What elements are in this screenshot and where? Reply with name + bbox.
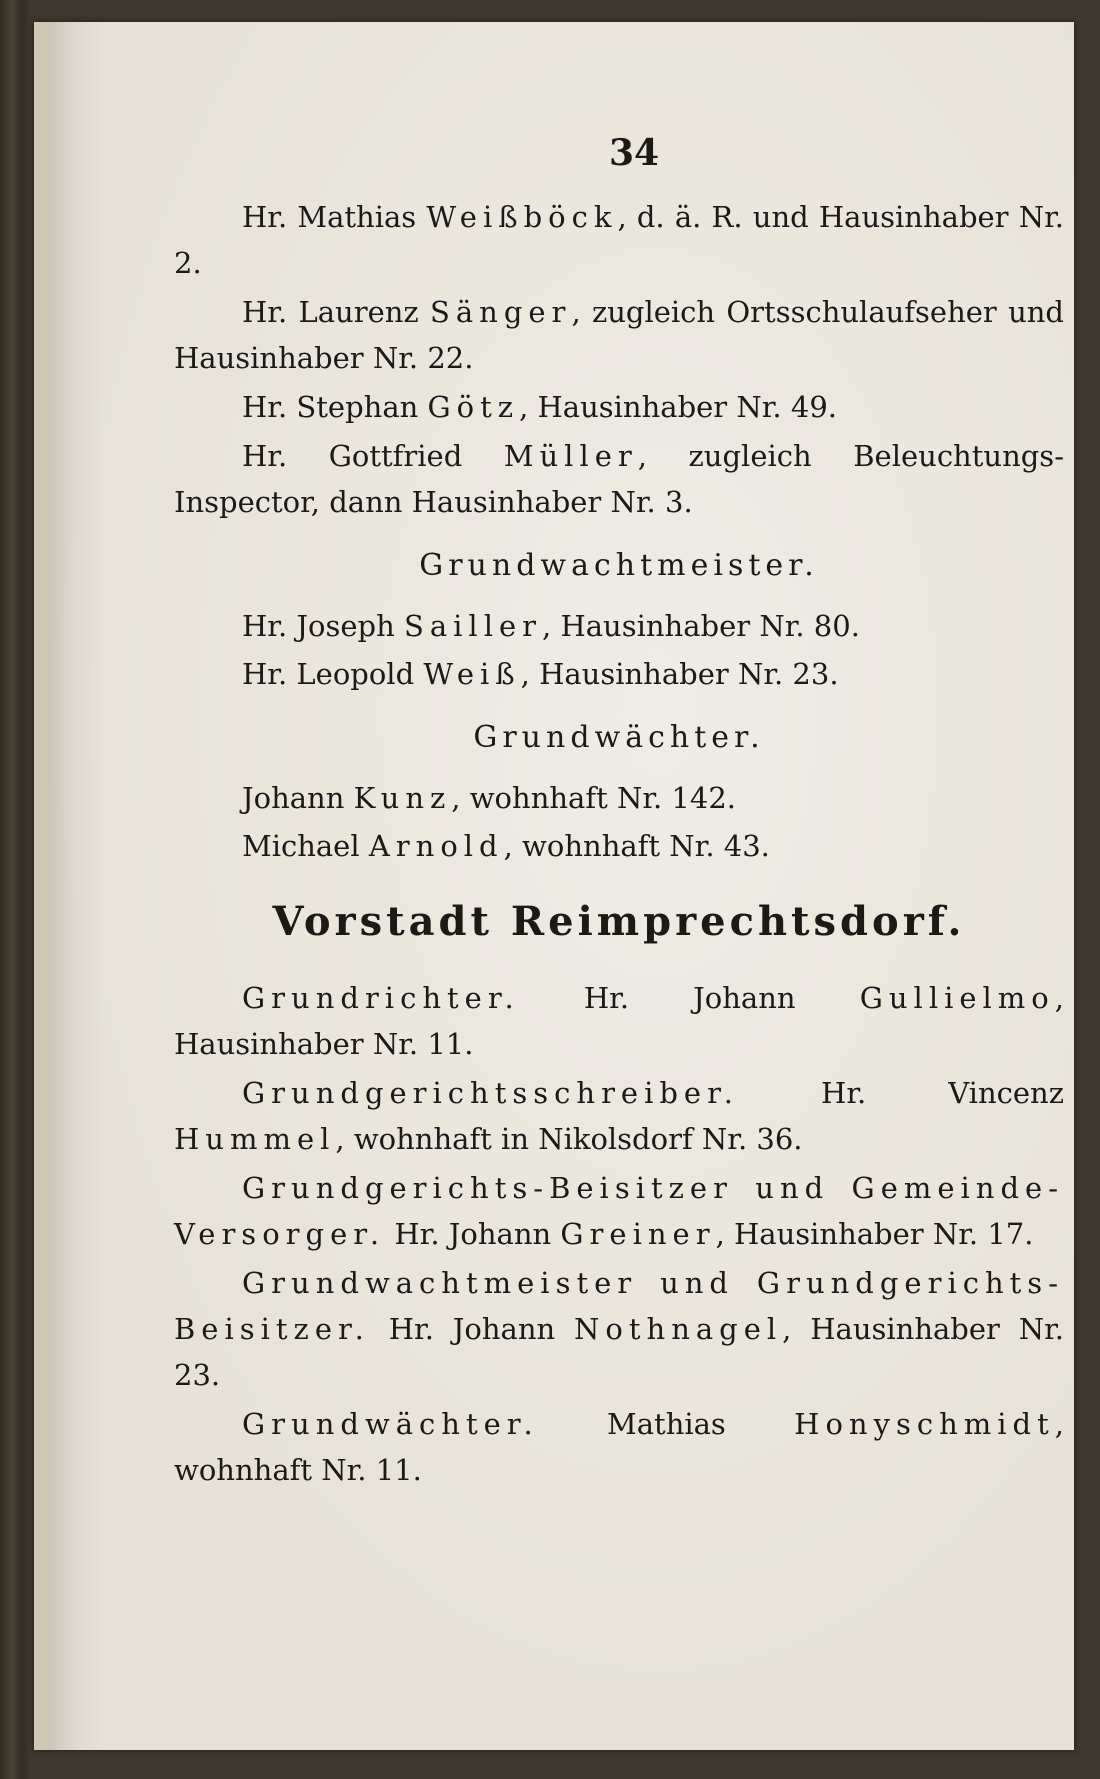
person-name: Müller xyxy=(503,439,638,473)
list-item: Hr. Gottfried Müller, zugleich Beleuchtungs-Inspector, dann Hausinhaber Nr. 3. xyxy=(174,439,1064,519)
page-text xyxy=(174,122,1064,1496)
grundwachtmeister-list xyxy=(174,603,1064,697)
page-number: 34 xyxy=(608,132,660,174)
list-item: Grundwachtmeister und Grundgerichts-Beisitzer. Hr. Johann Nothnagel, Hausinhaber Nr. 23. xyxy=(174,1266,1064,1392)
list-item: Johann Kunz, wohnhaft Nr. 142. xyxy=(242,781,737,815)
role-label: Grundgerichts-Beisitzer und Gemeinde-Versorger. xyxy=(174,1171,1064,1251)
list-item: Grundgerichtsschreiber. Hr. Vincenz Hummel, wohnhaft in Nikolsdorf Nr. 36. xyxy=(174,1076,1064,1156)
entries-top-list xyxy=(174,194,1064,525)
person-name: Kunz xyxy=(353,781,452,815)
person-name: Weißböck xyxy=(426,200,618,234)
heading-grundwachtmeister: Grundwachtmeister. xyxy=(419,548,819,583)
person-name: Nothnagel xyxy=(574,1312,783,1346)
page-gutter xyxy=(34,22,48,1750)
person-name: Greiner xyxy=(560,1217,716,1251)
heading-grundwaechter: Grundwächter. xyxy=(473,720,765,755)
person-name: Honyschmidt xyxy=(794,1407,1055,1441)
person-name: Hummel xyxy=(174,1122,336,1156)
list-item: Hr. Stephan Götz, Hausinhaber Nr. 49. xyxy=(242,390,837,424)
role-label: Grundgerichtsschreiber. xyxy=(242,1076,739,1110)
role-label: Grundwächter. xyxy=(242,1407,539,1441)
list-item: Grundrichter. Hr. Johann Gullielmo, Hausinhaber Nr. 11. xyxy=(174,981,1064,1061)
person-name: Gullielmo xyxy=(859,981,1055,1015)
list-item: Hr. Leopold Weiß, Hausinhaber Nr. 23. xyxy=(242,657,839,691)
person-name: Arnold xyxy=(368,829,504,863)
list-item: Grundgerichts-Beisitzer und Gemeinde-Versorger. Hr. Johann Greiner, Hausinhaber Nr. 17. xyxy=(174,1171,1064,1251)
book-page xyxy=(34,22,1074,1750)
person-name: Weiß xyxy=(423,657,521,691)
list-item: Grundwächter. Mathias Honyschmidt, wohnhaft Nr. 11. xyxy=(174,1407,1064,1487)
section-title: Vorstadt Reimprechtsdorf. xyxy=(272,898,966,945)
list-item: Michael Arnold, wohnhaft Nr. 43. xyxy=(242,829,770,863)
grundwaechter-list xyxy=(174,775,1064,869)
role-label: Grundrichter. xyxy=(242,981,520,1015)
section-entries-list xyxy=(174,975,1064,1493)
person-name: Sänger xyxy=(430,295,572,329)
list-item: Hr. Mathias Weißböck, d. ä. R. und Hausinhaber Nr. 2. xyxy=(174,200,1064,280)
person-name: Götz xyxy=(427,390,520,424)
list-item: Hr. Laurenz Sänger, zugleich Ortsschulaufseher und Hausinhaber Nr. 22. xyxy=(174,295,1064,375)
list-item: Hr. Joseph Sailler, Hausinhaber Nr. 80. xyxy=(242,609,860,643)
person-name: Sailler xyxy=(404,609,543,643)
role-label: Grundwachtmeister und Grundgerichts-Beisitzer. xyxy=(174,1266,1064,1346)
